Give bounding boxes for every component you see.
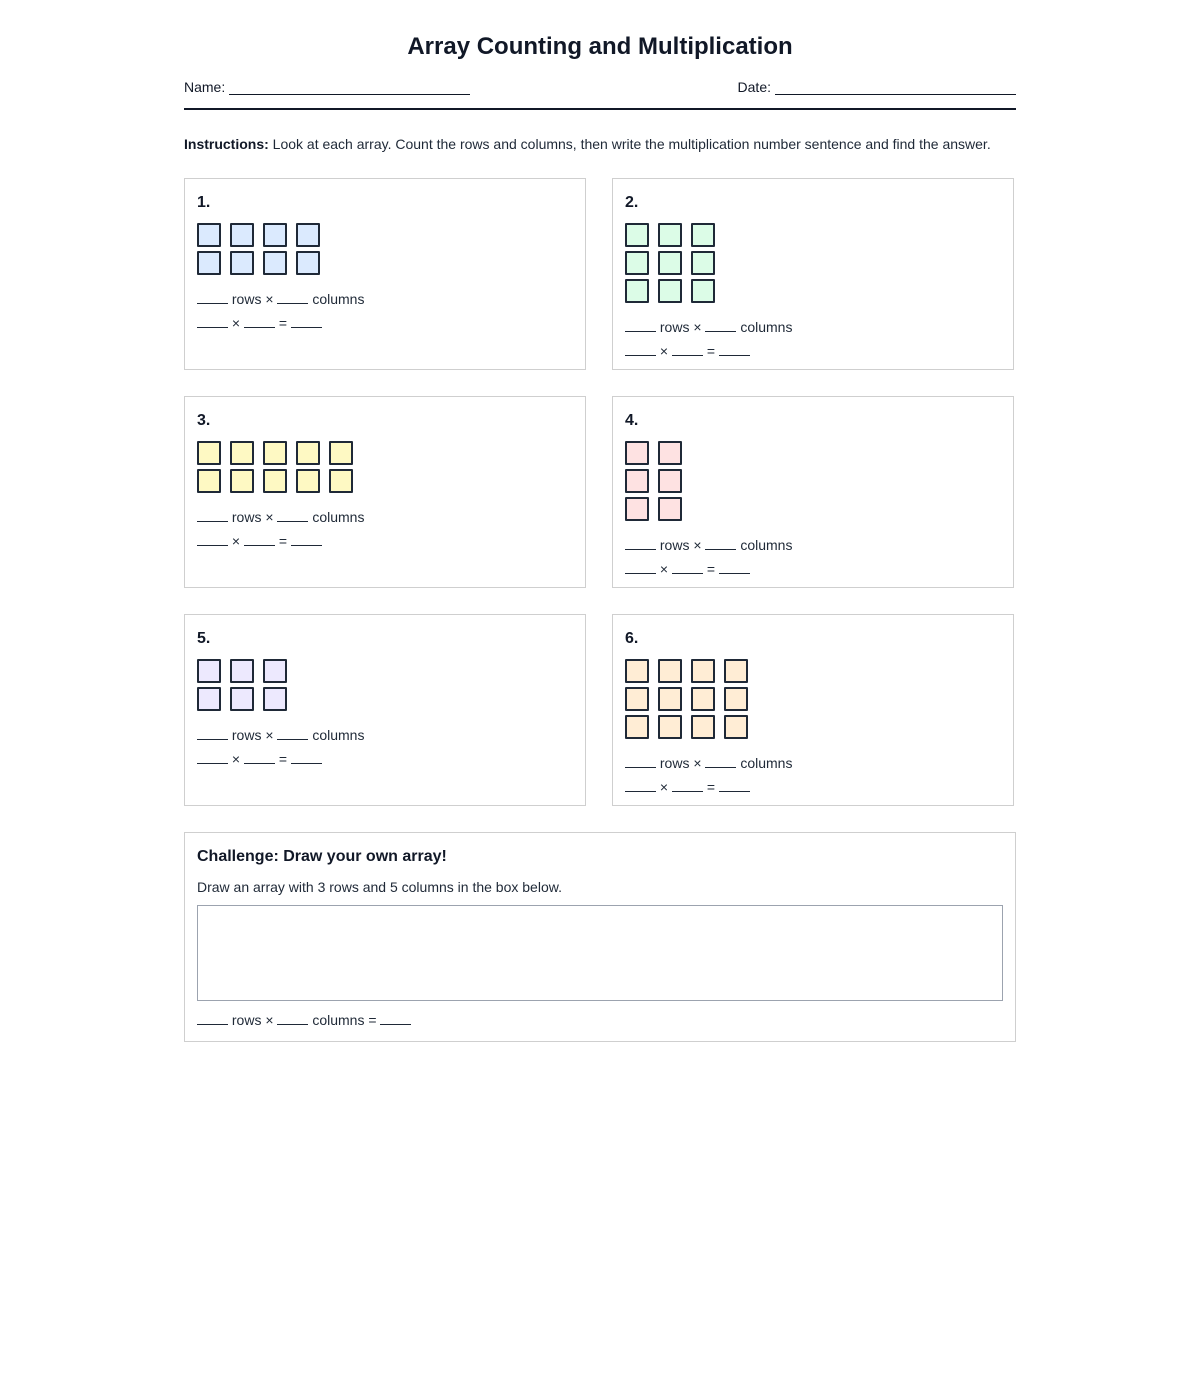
- array-square: [230, 687, 254, 711]
- problem-number: 5.: [197, 630, 211, 647]
- array-square: [691, 687, 715, 711]
- factor-two-blank[interactable]: [244, 314, 275, 328]
- equals-sign: =: [368, 1012, 377, 1028]
- array-square: [197, 223, 221, 247]
- name-line[interactable]: [229, 78, 470, 95]
- array-square: [230, 659, 254, 683]
- columns-label: columns: [740, 537, 793, 553]
- array-square: [658, 223, 682, 247]
- date-line[interactable]: [775, 78, 1016, 95]
- problem-number: 6.: [625, 630, 639, 647]
- array-square: [658, 469, 682, 493]
- header-fields: [184, 78, 1016, 102]
- columns-label: columns: [312, 1012, 365, 1028]
- array-square: [296, 223, 320, 247]
- instructions: [184, 135, 1016, 153]
- array-square: [658, 497, 682, 521]
- equals-sign: =: [706, 779, 716, 795]
- array-square: [329, 469, 353, 493]
- columns-label: columns: [312, 727, 365, 743]
- challenge-title: Challenge: Draw your own array!: [197, 848, 447, 865]
- times-sign: ×: [693, 537, 702, 553]
- rows-columns-line: [625, 318, 792, 336]
- array-square: [625, 223, 649, 247]
- array-square: [263, 251, 287, 275]
- problem-number: 4.: [625, 412, 639, 429]
- array-square: [263, 469, 287, 493]
- array-square: [691, 715, 715, 739]
- columns-label: columns: [312, 509, 365, 525]
- array-square: [625, 659, 649, 683]
- challenge-rows-blank[interactable]: [197, 1011, 228, 1025]
- array-square: [625, 715, 649, 739]
- times-sign: ×: [231, 315, 241, 331]
- array-square: [691, 659, 715, 683]
- array-square: [724, 715, 748, 739]
- rows-label: rows: [231, 291, 262, 307]
- array-square: [197, 687, 221, 711]
- product-blank[interactable]: [291, 314, 322, 328]
- factor-two-blank[interactable]: [672, 342, 703, 356]
- array-square: [625, 279, 649, 303]
- rows-blank[interactable]: [625, 754, 656, 768]
- equals-sign: =: [278, 751, 288, 767]
- array-square: [329, 441, 353, 465]
- array-square: [625, 251, 649, 275]
- date-field[interactable]: [738, 78, 1016, 95]
- rows-label: rows: [231, 509, 262, 525]
- factor-two-blank[interactable]: [244, 532, 275, 546]
- challenge-text: Draw an array with 3 rows and 5 columns in the box below.: [197, 879, 562, 895]
- times-sign: ×: [659, 779, 669, 795]
- rows-blank[interactable]: [197, 726, 228, 740]
- rows-columns-line: [197, 290, 364, 308]
- product-blank[interactable]: [719, 778, 750, 792]
- array-square: [658, 687, 682, 711]
- date-label: Date:: [737, 79, 771, 95]
- array-square: [625, 441, 649, 465]
- array-square: [230, 223, 254, 247]
- array-square: [263, 223, 287, 247]
- rows-label: rows: [231, 1012, 262, 1028]
- problem-number: 2.: [625, 194, 639, 211]
- times-sign: ×: [231, 533, 241, 549]
- array-square: [625, 469, 649, 493]
- factor-two-blank[interactable]: [672, 560, 703, 574]
- array-square: [263, 687, 287, 711]
- challenge-box: [184, 832, 1016, 1042]
- rows-columns-line: [197, 508, 364, 526]
- factor-one-blank[interactable]: [625, 342, 656, 356]
- array-square: [691, 251, 715, 275]
- columns-blank[interactable]: [277, 290, 308, 304]
- equals-sign: =: [706, 343, 716, 359]
- product-blank[interactable]: [291, 750, 322, 764]
- array-square: [263, 441, 287, 465]
- array-square: [625, 497, 649, 521]
- columns-label: columns: [740, 319, 793, 335]
- rows-columns-line: [625, 754, 792, 772]
- name-label: Name:: [184, 79, 226, 95]
- times-sign: ×: [693, 319, 702, 335]
- number-sentence-line: [197, 532, 322, 550]
- header-divider: [184, 108, 1016, 110]
- problem-card: [184, 178, 586, 370]
- rows-columns-line: [625, 536, 792, 554]
- product-blank[interactable]: [719, 342, 750, 356]
- equals-sign: =: [278, 315, 288, 331]
- array-square: [724, 687, 748, 711]
- number-sentence-line: [625, 778, 750, 796]
- array-square: [296, 469, 320, 493]
- columns-blank[interactable]: [705, 536, 736, 550]
- name-field[interactable]: [184, 78, 470, 95]
- equals-sign: =: [706, 561, 716, 577]
- factor-one-blank[interactable]: [197, 750, 228, 764]
- times-sign: ×: [265, 509, 274, 525]
- problem-card: [612, 396, 1014, 588]
- array-square: [230, 251, 254, 275]
- times-sign: ×: [265, 291, 274, 307]
- times-sign: ×: [659, 561, 669, 577]
- instructions-text: Look at each array. Count the rows and columns, then write the multiplication number sentence and find the answer.: [272, 136, 991, 152]
- factor-one-blank[interactable]: [197, 532, 228, 546]
- columns-blank[interactable]: [705, 318, 736, 332]
- rows-blank[interactable]: [625, 536, 656, 550]
- rows-blank[interactable]: [197, 290, 228, 304]
- rows-label: rows: [659, 537, 690, 553]
- number-sentence-line: [625, 342, 750, 360]
- array-square: [658, 715, 682, 739]
- array-square: [263, 659, 287, 683]
- factor-two-blank[interactable]: [672, 778, 703, 792]
- array-square: [724, 659, 748, 683]
- problem-card: [184, 614, 586, 806]
- problem-number: 3.: [197, 412, 211, 429]
- array-square: [197, 659, 221, 683]
- number-sentence-line: [625, 560, 750, 578]
- factor-two-blank[interactable]: [244, 750, 275, 764]
- rows-label: rows: [231, 727, 262, 743]
- times-sign: ×: [265, 1012, 274, 1028]
- array-square: [691, 279, 715, 303]
- number-sentence-line: [197, 750, 322, 768]
- array-square: [197, 469, 221, 493]
- instructions-label: Instructions:: [184, 136, 269, 152]
- columns-blank[interactable]: [277, 508, 308, 522]
- array-square: [296, 441, 320, 465]
- times-sign: ×: [231, 751, 241, 767]
- challenge-answer-line: [197, 1011, 411, 1028]
- rows-label: rows: [659, 755, 690, 771]
- array-square: [658, 659, 682, 683]
- array-square: [625, 687, 649, 711]
- problem-card: [612, 614, 1014, 806]
- columns-blank[interactable]: [705, 754, 736, 768]
- number-sentence-line: [197, 314, 322, 332]
- array-square: [230, 469, 254, 493]
- array-square: [658, 441, 682, 465]
- product-blank[interactable]: [719, 560, 750, 574]
- array-square: [691, 223, 715, 247]
- array-square: [296, 251, 320, 275]
- rows-label: rows: [659, 319, 690, 335]
- challenge-product-blank[interactable]: [380, 1011, 411, 1025]
- challenge-columns-blank[interactable]: [277, 1011, 308, 1025]
- array-square: [197, 251, 221, 275]
- problem-number: 1.: [197, 194, 211, 211]
- problem-card: [184, 396, 586, 588]
- factor-one-blank[interactable]: [197, 314, 228, 328]
- array-square: [230, 441, 254, 465]
- times-sign: ×: [659, 343, 669, 359]
- factor-one-blank[interactable]: [625, 560, 656, 574]
- problem-card: [612, 178, 1014, 370]
- worksheet-title: Array Counting and Multiplication: [407, 33, 793, 60]
- columns-blank[interactable]: [277, 726, 308, 740]
- array-square: [658, 279, 682, 303]
- times-sign: ×: [265, 727, 274, 743]
- drawing-area[interactable]: [197, 905, 1003, 1001]
- columns-label: columns: [740, 755, 793, 771]
- rows-blank[interactable]: [197, 508, 228, 522]
- array-square: [197, 441, 221, 465]
- product-blank[interactable]: [291, 532, 322, 546]
- times-sign: ×: [693, 755, 702, 771]
- factor-one-blank[interactable]: [625, 778, 656, 792]
- rows-columns-line: [197, 726, 364, 744]
- equals-sign: =: [278, 533, 288, 549]
- columns-label: columns: [312, 291, 365, 307]
- rows-blank[interactable]: [625, 318, 656, 332]
- array-square: [658, 251, 682, 275]
